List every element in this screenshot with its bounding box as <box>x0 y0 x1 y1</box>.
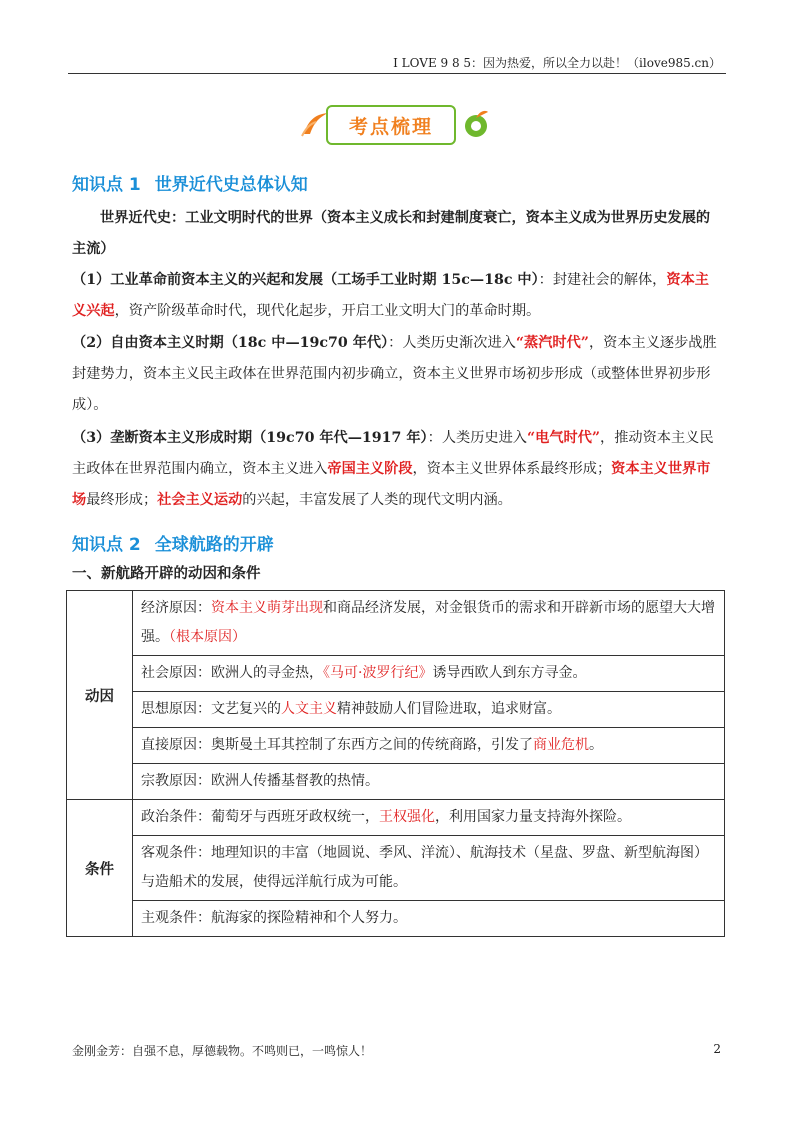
section-banner <box>300 100 490 150</box>
kp2-title: 全球航路的开辟 <box>154 535 274 555</box>
condition-label: 条件 <box>67 800 133 937</box>
cell-highlight: 《马可·波罗行纪》 <box>323 665 433 681</box>
p3-text-d: 最终形成； <box>86 492 158 508</box>
p3-text-c: ，资本主义世界体系最终形成； <box>412 461 612 477</box>
p1-highlight: 资本主义兴起 <box>72 272 709 319</box>
cell-text: 。 <box>589 737 603 753</box>
table-row <box>67 591 725 656</box>
p3-highlight-2: 帝国主义阶段 <box>327 461 413 477</box>
knowledge-point-1-title <box>72 170 308 195</box>
cell-highlight: 资本主义萌芽出现 <box>211 600 323 616</box>
table-row <box>67 800 725 836</box>
kp2-number: 知识点 2 <box>72 535 141 555</box>
p3-highlight-4: 社会主义运动 <box>157 492 243 508</box>
p3-text-e: 的兴起，丰富发展了人类的现代文明内涵。 <box>242 492 512 508</box>
cell-text: 精神鼓励人们冒险进取，追求财富。 <box>337 701 561 717</box>
p2-highlight: “蒸汽时代” <box>515 335 589 351</box>
banner-frame <box>326 105 456 145</box>
cell-text: 诱导西欧人到东方寻金。 <box>432 665 587 681</box>
p1-heading: （1）工业革命前资本主义的兴起和发展（工场手工业时期 15c—18c 中） <box>72 272 539 288</box>
table-cell-objective: 客观条件：地理知识的丰富（地圆说、季风、洋流）、航海技术（星盘、罗盘、新型航海图）与造船术的发展，使得远洋航行成为可能。 <box>133 836 725 901</box>
kp2-subheading: 一、新航路开辟的动因和条件 <box>72 566 261 582</box>
page-header: I LOVE 9 8 5：因为热爱，所以全力以赴！（ilove985.cn） <box>393 56 721 70</box>
cell-highlight: 人文主义 <box>281 701 337 717</box>
table-row <box>67 728 725 764</box>
table-cell-subjective: 主观条件：航海家的探险精神和个人努力。 <box>133 901 725 937</box>
kp1-title: 世界近代史总体认知 <box>154 175 308 195</box>
cell-text: ，利用国家力量支持海外探险。 <box>435 809 631 825</box>
table-cell-direct <box>133 728 725 764</box>
p3-highlight-1: “电气时代” <box>526 430 601 446</box>
cell-text: 政治条件：葡萄牙与西班牙政权统一， <box>141 809 379 825</box>
cell-highlight: 王权强化 <box>379 809 435 825</box>
p3-text-a: ：人类历史进入 <box>427 430 527 446</box>
kp1-number: 知识点 1 <box>72 175 141 195</box>
cell-highlight: 商业危机 <box>533 737 589 753</box>
kp1-intro: 世界近代史：工业文明时代的世界（资本主义成长和封建制度衰亡，资本主义成为世界历史发展的主流） <box>72 210 711 257</box>
table-row <box>67 692 725 728</box>
table-cell-social <box>133 656 725 692</box>
table-cell-political <box>133 800 725 836</box>
leaf-circle-icon <box>460 108 490 140</box>
table-cell-religious: 宗教原因：欧洲人传播基督教的热情。 <box>133 764 725 800</box>
knowledge-point-2-title <box>72 530 274 555</box>
table-row <box>67 764 725 800</box>
p2-text-a: ：人类历史渐次进入 <box>388 335 516 351</box>
kp1-paragraph-3 <box>72 423 722 516</box>
table-cell-ideological <box>133 692 725 728</box>
navigation-causes-table <box>66 590 725 937</box>
cell-highlight: （根本原因） <box>169 629 246 645</box>
footer-motto: 金刚金芳：自强不息，厚德载物。不鸣则已，一鸣惊人！ <box>72 1044 373 1058</box>
banner-title: 考点梳理 <box>348 115 433 138</box>
p3-heading: （3）垄断资本主义形成时期（19c70 年代—1917 年） <box>72 430 428 446</box>
cell-text: 和商品经济发展，对金银货币的需求和开辟新市场的愿望大大增强。 <box>141 600 715 645</box>
p3-highlight-3: 资本主义世界市场 <box>72 461 711 508</box>
kp1-paragraph-1 <box>72 265 722 327</box>
page-number: 2 <box>713 1042 721 1056</box>
cell-text: 思想原因：文艺复兴的 <box>141 701 281 717</box>
p3-text-b: ，推动资本主义民主政体在世界范围内确立，资本主义进入 <box>72 430 714 477</box>
p1-text-a: ：封建社会的解体， <box>538 272 667 288</box>
cell-text: 经济原因： <box>141 600 211 616</box>
table-cell-economic <box>133 591 725 656</box>
table-row <box>67 656 725 692</box>
cell-text: 社会原因：欧洲人的寻金热， <box>141 665 323 681</box>
p1-text-b: ，资产阶级革命时代，现代化起步，开启工业文明大门的革命时期。 <box>114 303 541 319</box>
table-row <box>67 836 725 901</box>
p2-heading: （2）自由资本主义时期（18c 中—19c70 年代） <box>72 335 389 351</box>
p2-text-b: ，资本主义逐步战胜封建势力，资本主义民主政体在世界范围内初步确立，资本主义世界市场初步形成（或整体世界初步形成）。 <box>72 335 717 413</box>
kp1-paragraph-2 <box>72 328 722 421</box>
header-divider <box>68 73 726 74</box>
cell-text: 直接原因：奥斯曼土耳其控制了东西方之间的传统商路，引发了 <box>141 737 533 753</box>
table-row <box>67 901 725 937</box>
motive-label: 动因 <box>67 591 133 800</box>
